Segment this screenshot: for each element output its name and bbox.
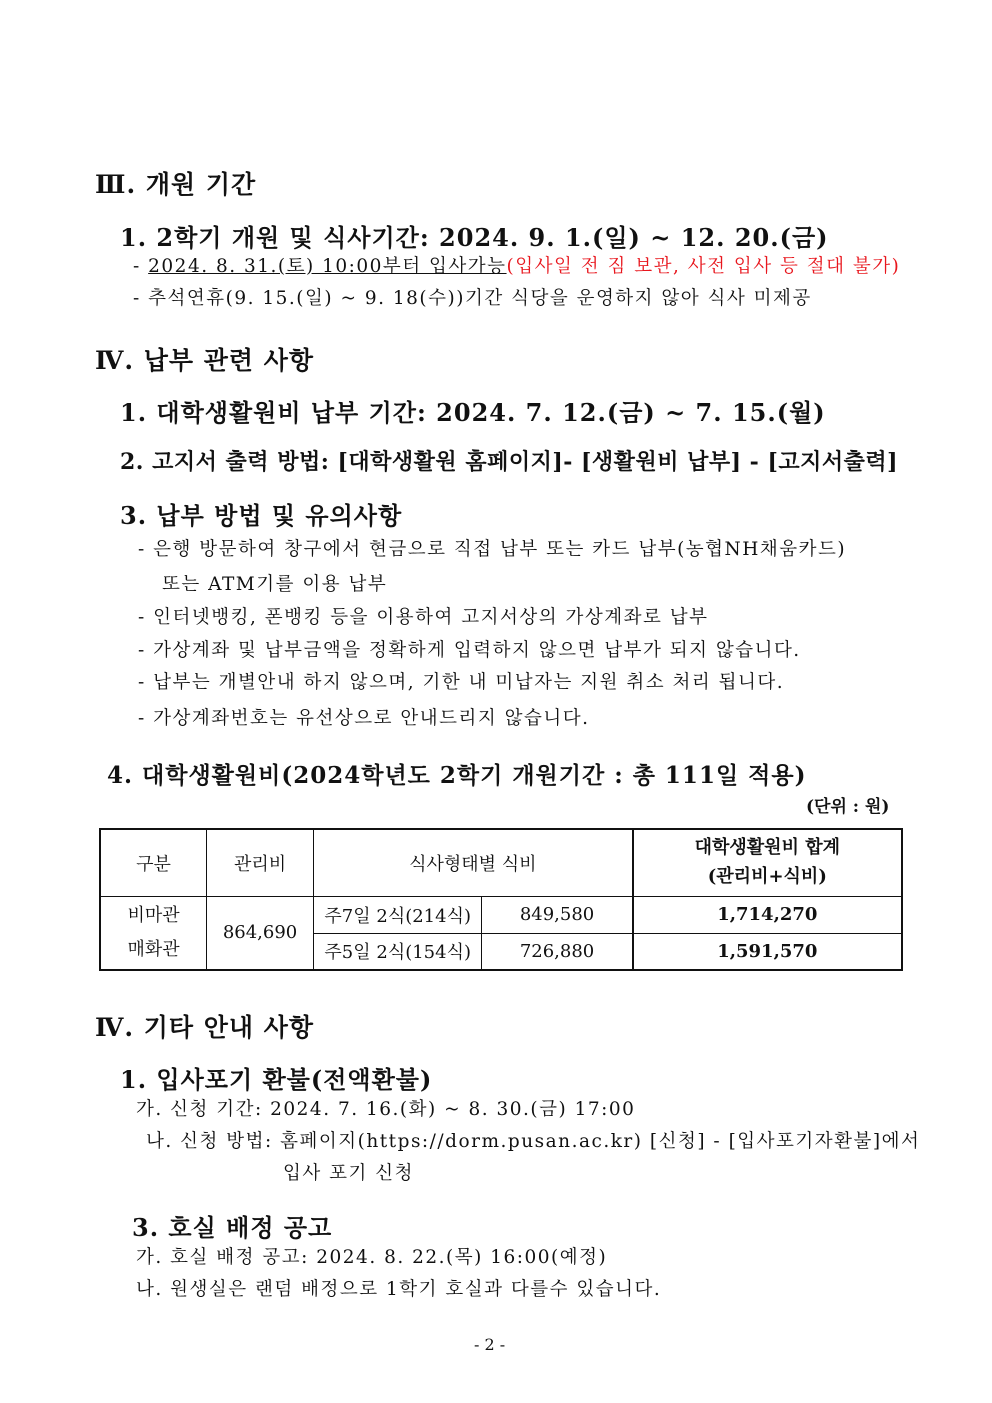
section-4-title: Ⅳ. 납부 관련 사항 [95, 346, 315, 375]
meal-type: 주5일 2식(154식) [313, 933, 481, 970]
header-management: 관리비 [207, 829, 314, 896]
header-category: 구분 [100, 829, 207, 896]
unit-label: (단위 : 원) [806, 797, 890, 817]
dorm-name-1: 비마관 [127, 905, 180, 927]
total-fee: 1,714,270 [633, 896, 902, 933]
move-in-date: 2024. 8. 31.(토) 10:00부터 입사가능 [148, 256, 507, 277]
dorm-names [100, 896, 207, 970]
payment-bullet-2: - 인터넷뱅킹, 폰뱅킹 등을 이용하여 고지서상의 가상계좌로 납부 [138, 607, 709, 628]
move-in-warning: (입사일 전 짐 보관, 사전 입사 등 절대 불가) [506, 256, 901, 277]
room-notice-random: 나. 원생실은 랜덤 배정으로 1학기 호실과 다를수 있습니다. [136, 1279, 662, 1300]
management-fee: 864,690 [207, 896, 314, 970]
section-4-item-4: 4. 대학생활원비(2024학년도 2학기 개원기간 : 총 111일 적용) [107, 762, 807, 789]
section-5-title: Ⅳ. 기타 안내 사항 [95, 1013, 315, 1042]
refund-method-cont: 입사 포기 신청 [283, 1163, 414, 1184]
section-5-item-1: 1. 입사포기 환불(전액환불) [120, 1065, 433, 1094]
header-total-line1: 대학생활원비 합계 [694, 836, 840, 858]
payment-bullet-3: - 가상계좌 및 납부금액을 정확하게 입력하지 않으면 납부가 되지 않습니다. [138, 640, 801, 661]
table-row [100, 896, 902, 933]
bullet-dash: - [133, 256, 149, 277]
dorm-name-2: 매화관 [127, 938, 180, 960]
total-fee: 1,591,570 [633, 933, 902, 970]
header-total [633, 829, 902, 896]
header-total-line2: (관리비+식비) [707, 865, 827, 887]
refund-period: 가. 신청 기간: 2024. 7. 16.(화) ~ 8. 30.(금) 17:00 [136, 1099, 636, 1120]
payment-bullet-1: - 은행 방문하여 창구에서 현금으로 직접 납부 또는 카드 납부(농협NH채움카드) [138, 539, 847, 560]
room-notice-date: 가. 호실 배정 공고: 2024. 8. 22.(목) 16:00(예정) [136, 1247, 608, 1268]
header-meal: 식사형태별 식비 [313, 829, 632, 896]
section-4-item-1: 1. 대학생활원비 납부 기간: 2024. 7. 12.(금) ~ 7. 15.(월) [120, 398, 826, 427]
section-3-item-1: 1. 2학기 개원 및 식사기간: 2024. 9. 1.(일) ~ 12. 20.(금) [120, 223, 829, 252]
meal-fee: 849,580 [482, 896, 633, 933]
payment-bullet-4: - 납부는 개별안내 하지 않으며, 기한 내 미납자는 지원 취소 처리 됩니다. [138, 672, 785, 693]
page-number: - 2 - [474, 1335, 506, 1354]
section-3-title: Ⅲ. 개원 기간 [95, 170, 257, 199]
fee-table [99, 828, 903, 971]
meal-type: 주7일 2식(214식) [313, 896, 481, 933]
refund-method: 나. 신청 방법: 홈페이지(https://dorm.pusan.ac.kr) [신청] - [입사포기자환불]에서 [146, 1131, 921, 1152]
section-4-item-3: 3. 납부 방법 및 유의사항 [120, 501, 403, 530]
table-header-row [100, 829, 902, 896]
payment-bullet-5: - 가상계좌번호는 유선상으로 안내드리지 않습니다. [138, 708, 590, 729]
payment-bullet-1-cont: 또는 ATM기를 이용 납부 [162, 574, 388, 595]
section-3-bullet-1 [133, 252, 900, 278]
section-4-item-2: 2. 고지서 출력 방법: [대학생활원 홈페이지]- [생활원비 납부] - [고지서출력] [120, 449, 899, 475]
section-3-bullet-2: - 추석연휴(9. 15.(일) ~ 9. 18(수))기간 식당을 운영하지 않아 식사 미제공 [133, 288, 812, 309]
meal-fee: 726,880 [482, 933, 633, 970]
section-5-item-3: 3. 호실 배정 공고 [132, 1213, 333, 1242]
